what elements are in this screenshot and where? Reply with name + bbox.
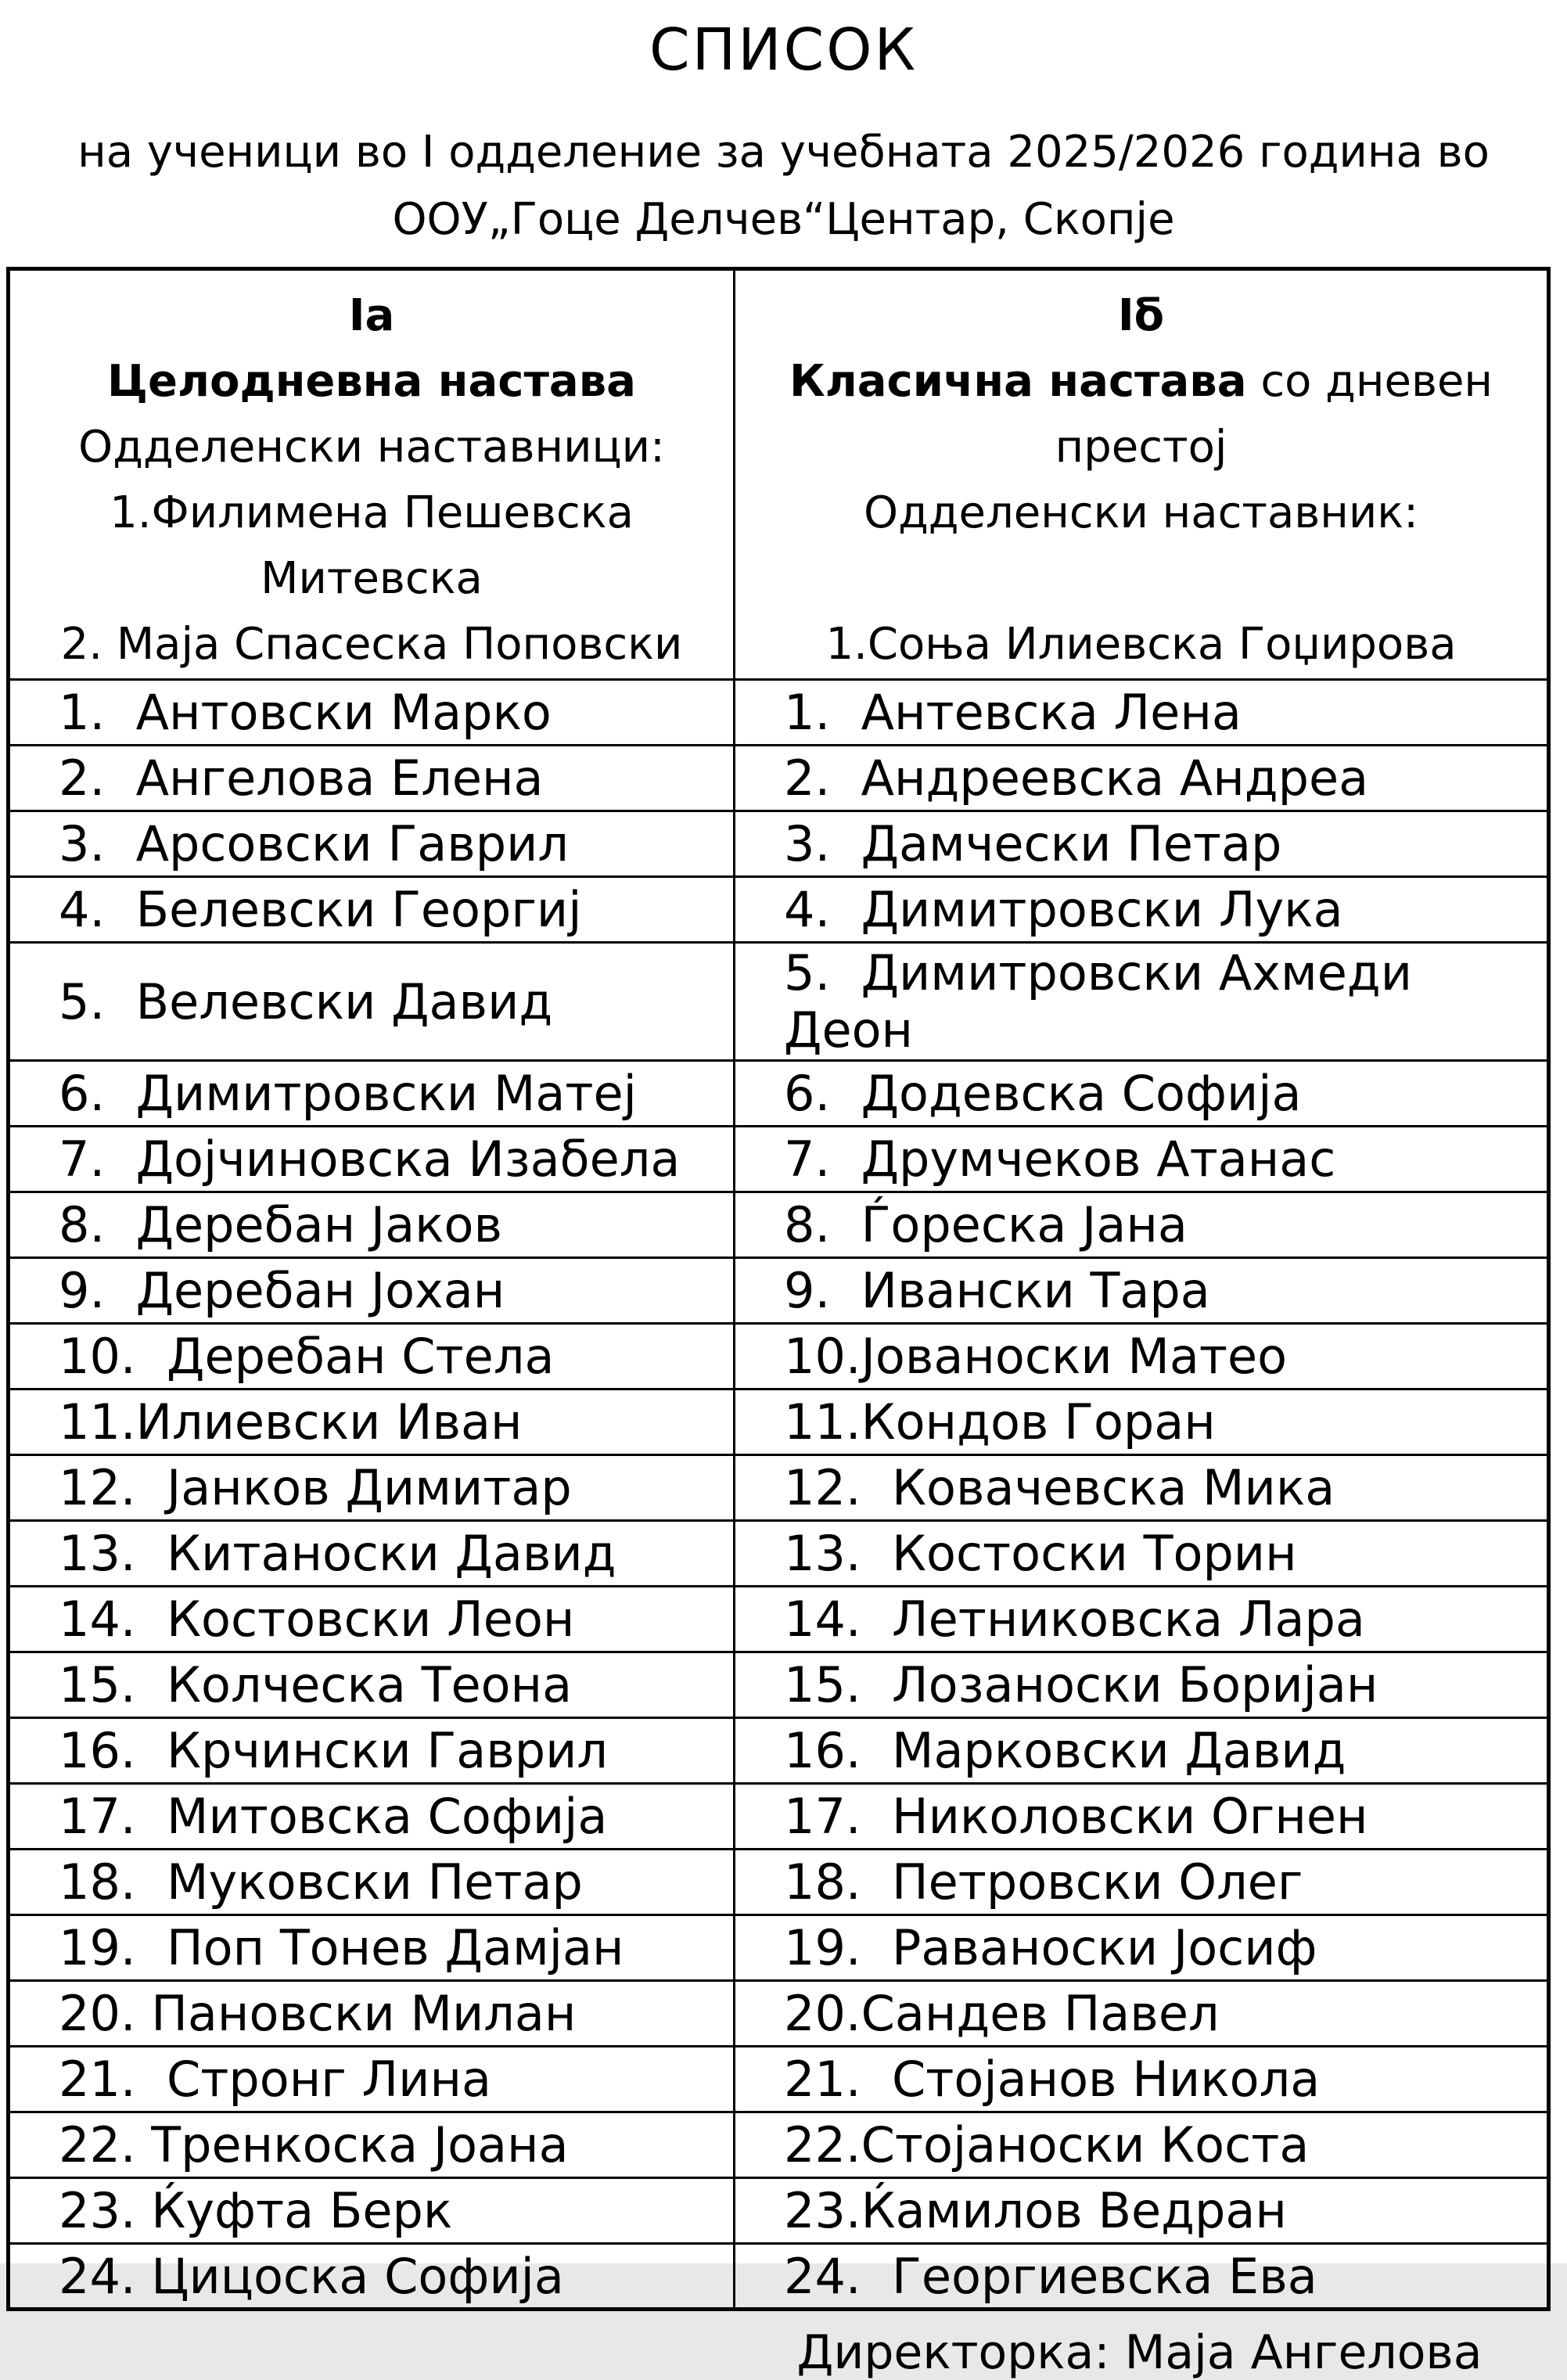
student-row-18 <box>9 1850 1549 1915</box>
page-title: СПИСОК <box>649 16 918 84</box>
student-cell-1a-8: 8. Деребан Јаков <box>9 1192 735 1258</box>
header-line-bold-text: Iб <box>1117 290 1165 342</box>
student-row-9 <box>9 1258 1549 1324</box>
header-line <box>11 283 732 349</box>
student-cell-1a-6: 6. Димитровски Матеј <box>9 1061 735 1127</box>
student-row-20 <box>9 1981 1549 2047</box>
student-row-15 <box>9 1652 1549 1718</box>
student-cell-1b-8: 8. Ѓореска Јана <box>735 1192 1549 1258</box>
header-line-text: 2. Маја Спасеска Поповски <box>60 619 683 670</box>
header-line-text: Одделенски наставници: <box>78 422 665 473</box>
student-row-11 <box>9 1390 1549 1455</box>
student-cell-1b-13: 13. Костоски Торин <box>735 1521 1549 1587</box>
student-cell-1b-7: 7. Друмчеков Атанас <box>735 1127 1549 1192</box>
student-cell-1b-16: 16. Марковски Давид <box>735 1718 1549 1784</box>
subtitle-line-2: ООУ„Гоце Делчев“Центар, Скопје <box>392 194 1175 246</box>
student-cell-1b-15: 15. Лозаноски Боријан <box>735 1652 1549 1718</box>
header-line <box>11 480 732 612</box>
student-cell-1b-17: 17. Николовски Огнен <box>735 1784 1549 1850</box>
student-row-7 <box>9 1127 1549 1192</box>
student-row-17 <box>9 1784 1549 1850</box>
header-line <box>736 546 1546 612</box>
student-row-12 <box>9 1455 1549 1521</box>
student-cell-1a-7: 7. Дојчиновска Изабела <box>9 1127 735 1192</box>
class-1b-header-cell <box>735 269 1549 680</box>
student-cell-1b-4: 4. Димитровски Лука <box>735 877 1549 943</box>
student-cell-1a-17: 17. Митовска Софија <box>9 1784 735 1850</box>
student-row-6 <box>9 1061 1549 1127</box>
class-1a-header-cell <box>9 269 735 680</box>
student-cell-1a-4: 4. Белевски Георгиј <box>9 877 735 943</box>
header-line-bold-text: Класична настава <box>789 356 1247 408</box>
student-row-19 <box>9 1915 1549 1981</box>
student-cell-1a-13: 13. Китаноски Давид <box>9 1521 735 1587</box>
student-row-23 <box>9 2178 1549 2244</box>
header-line-bold-text: Iа <box>348 290 395 342</box>
student-cell-1b-23: 23.Ќамилов Ведран <box>735 2178 1549 2244</box>
student-cell-1b-2: 2. Андреевска Андреа <box>735 746 1549 811</box>
student-cell-1a-16: 16. Крчински Гаврил <box>9 1718 735 1784</box>
student-cell-1b-21: 21. Стојанов Никола <box>735 2047 1549 2112</box>
student-cell-1a-3: 3. Арсовски Гаврил <box>9 811 735 877</box>
student-row-1 <box>9 680 1549 746</box>
header-line <box>736 480 1546 546</box>
header-line-text: 1.Соња Илиевска Гоџирова <box>825 619 1457 670</box>
student-row-8 <box>9 1192 1549 1258</box>
student-cell-1a-24: 24. Цицоска Софија <box>9 2244 735 2310</box>
student-row-22 <box>9 2112 1549 2178</box>
student-cell-1b-5: 5. Димитровски Ахмеди Деон <box>735 943 1549 1061</box>
student-cell-1b-9: 9. Ивански Тара <box>735 1258 1549 1324</box>
student-cell-1a-18: 18. Муковски Петар <box>9 1850 735 1915</box>
student-cell-1b-1: 1. Антевска Лена <box>735 680 1549 746</box>
student-cell-1a-22: 22. Тренкоска Јоана <box>9 2112 735 2178</box>
student-cell-1b-11: 11.Кондов Горан <box>735 1390 1549 1455</box>
header-line <box>11 349 732 415</box>
roster-body <box>9 269 1549 2310</box>
director-signature: Директорка: Маја Ангелова <box>796 2325 1483 2380</box>
header-line-text: 1.Филимена Пешевска Митевска <box>110 487 648 605</box>
header-line <box>736 612 1546 678</box>
subtitle <box>0 119 1567 255</box>
student-cell-1b-22: 22.Стојаноски Коста <box>735 2112 1549 2178</box>
student-row-2 <box>9 746 1549 811</box>
roster-header-row <box>9 269 1549 680</box>
header-line-text: со дневен престој <box>1055 356 1507 473</box>
student-cell-1b-6: 6. Додевска Софија <box>735 1061 1549 1127</box>
student-row-24 <box>9 2244 1549 2310</box>
student-cell-1b-24: 24. Георгиевска Ева <box>735 2244 1549 2310</box>
student-cell-1a-23: 23. Ќуфта Берк <box>9 2178 735 2244</box>
roster-table <box>6 267 1551 2311</box>
student-cell-1a-10: 10. Деребан Стела <box>9 1324 735 1390</box>
student-cell-1a-19: 19. Поп Тонев Дамјан <box>9 1915 735 1981</box>
student-cell-1a-21: 21. Стронг Лина <box>9 2047 735 2112</box>
header-line <box>11 415 732 480</box>
header-line-bold-text: Целодневна настава <box>107 356 636 408</box>
student-row-21 <box>9 2047 1549 2112</box>
student-row-16 <box>9 1718 1549 1784</box>
student-cell-1a-14: 14. Костовски Леон <box>9 1587 735 1652</box>
student-cell-1b-12: 12. Ковачевска Мика <box>735 1455 1549 1521</box>
subtitle-line-1: на ученици во I одделение за учебната 2025/2026 година во <box>77 126 1490 178</box>
student-row-13 <box>9 1521 1549 1587</box>
student-row-5 <box>9 943 1549 1061</box>
student-cell-1a-15: 15. Колческа Теона <box>9 1652 735 1718</box>
student-cell-1a-12: 12. Јанков Димитар <box>9 1455 735 1521</box>
header-line <box>736 349 1546 480</box>
student-row-10 <box>9 1324 1549 1390</box>
student-cell-1a-2: 2. Ангелова Елена <box>9 746 735 811</box>
student-cell-1b-14: 14. Летниковска Лара <box>735 1587 1549 1652</box>
student-cell-1a-20: 20. Пановски Милан <box>9 1981 735 2047</box>
student-row-3 <box>9 811 1549 877</box>
student-row-4 <box>9 877 1549 943</box>
header-line-text: Одделенски наставник: <box>864 487 1418 539</box>
student-cell-1a-9: 9. Деребан Јохан <box>9 1258 735 1324</box>
student-cell-1a-1: 1. Антовски Марко <box>9 680 735 746</box>
student-cell-1b-19: 19. Раваноски Јосиф <box>735 1915 1549 1981</box>
student-cell-1a-11: 11.Илиевски Иван <box>9 1390 735 1455</box>
student-row-14 <box>9 1587 1549 1652</box>
header-line <box>11 612 732 678</box>
student-cell-1b-20: 20.Сандев Павел <box>735 1981 1549 2047</box>
student-cell-1b-3: 3. Дамчески Петар <box>735 811 1549 877</box>
student-cell-1b-18: 18. Петровски Олег <box>735 1850 1549 1915</box>
student-cell-1a-5: 5. Велевски Давид <box>9 943 735 1061</box>
student-cell-1b-10: 10.Јованоски Матео <box>735 1324 1549 1390</box>
header-line <box>736 283 1546 349</box>
